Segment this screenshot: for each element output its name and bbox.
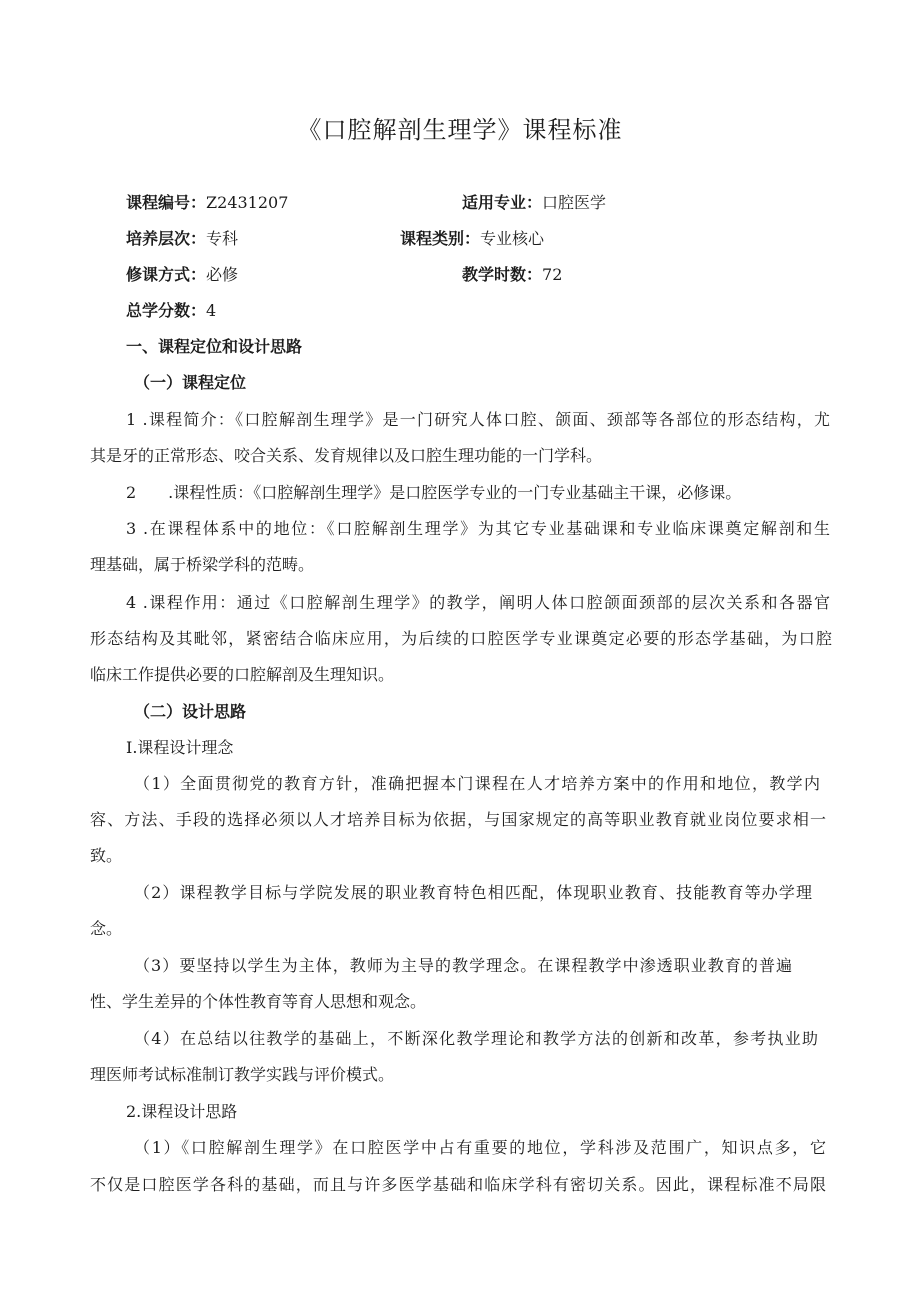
document-title: 《口腔解剖生理学》课程标准 [297, 116, 623, 144]
meta-category-label: 课程类别： [400, 229, 481, 248]
meta-mode [126, 265, 238, 285]
meta-mode-label: 修课方式： [126, 265, 207, 284]
section-heading: 一、课程定位和设计思路 [126, 337, 303, 356]
paragraph-line: （1）《口腔解剖生理学》在口腔医学中占有重要的地位，学科涉及范围广，知识点多，它 [134, 1138, 826, 1157]
paragraph-line: 1 .课程简介：《口腔解剖生理学》是一门研究人体口腔、颌面、颈部等各部位的形态结构，尤 [126, 410, 830, 429]
paragraph-line: 容、方法、手段的选择必须以人才培养目标为依据，与国家规定的高等职业教育就业岗位要求相一 [90, 810, 826, 829]
meta-course-code-value: Z2431207 [206, 193, 289, 212]
paragraph-line: 理基础，属于桥梁学科的范畴。 [90, 555, 315, 574]
paragraph-line: 理医师考试标准制订教学实践与评价模式。 [90, 1065, 395, 1084]
meta-level-value: 专科 [206, 229, 239, 248]
paragraph-line: 临床工作提供必要的口腔解剖及生理知识。 [90, 665, 395, 684]
paragraph-line: 2 .课程性质：《口腔解剖生理学》是口腔医学专业的一门专业基础主干课，必修课。 [126, 483, 742, 502]
paragraph-line: （1）全面贯彻党的教育方针，准确把握本门课程在人才培养方案中的作用和地位，教学内 [134, 774, 820, 793]
meta-hours-label: 教学时数： [462, 265, 543, 284]
paragraph-line: 性、学生差异的个体性教育等育人思想和观念。 [90, 992, 427, 1011]
meta-level-label: 培养层次： [126, 229, 207, 248]
paragraph-line: 致。 [90, 846, 123, 865]
meta-credits-label: 总学分数： [126, 301, 207, 320]
paragraph-line: 不仅是口腔医学各科的基础，而且与许多医学基础和临床学科有密切关系。因此，课程标准不局限 [90, 1175, 826, 1194]
paragraph-line: 4 .课程作用：通过《口腔解剖生理学》的教学，阐明人体口腔颌面颈部的层次关系和各器官 [126, 593, 830, 612]
meta-course-code [126, 193, 288, 213]
paragraph-line: （4）在总结以往教学的基础上，不断深化教学理论和教学方法的创新和改革，参考执业助 [134, 1029, 818, 1048]
subsection-heading: （一）课程定位 [134, 373, 247, 392]
item-heading: I.课程设计理念 [126, 738, 234, 757]
meta-level [126, 229, 238, 249]
meta-category [400, 229, 544, 249]
meta-major [462, 193, 606, 213]
paragraph-line: 其是牙的正常形态、咬合关系、发育规律以及口腔生理功能的一门学科。 [90, 446, 603, 465]
meta-major-label: 适用专业： [462, 193, 543, 212]
paragraph-line: （2）课程教学目标与学院发展的职业教育特色相匹配，体现职业教育、技能教育等办学理 [134, 883, 812, 902]
item-heading: 2.课程设计思路 [126, 1102, 238, 1121]
subsection-heading: （二）设计思路 [134, 702, 247, 721]
paragraph-line: （3）要坚持以学生为主体，教师为主导的教学理念。在课程教学中渗透职业教育的普遍 [134, 956, 792, 975]
meta-credits [126, 301, 216, 321]
paragraph-line: 形态结构及其毗邻，紧密结合临床应用，为后续的口腔医学专业课奠定必要的形态学基础，为口腔 [90, 629, 832, 648]
meta-hours-value: 72 [542, 265, 563, 284]
meta-category-value: 专业核心 [480, 229, 545, 248]
paragraph-line: 3 .在课程体系中的地位：《口腔解剖生理学》为其它专业基础课和专业临床课奠定解剖和生 [126, 519, 830, 538]
paragraph-line: 念。 [90, 919, 123, 938]
meta-mode-value: 必修 [206, 265, 239, 284]
meta-major-value: 口腔医学 [542, 193, 607, 212]
meta-credits-value: 4 [206, 301, 217, 320]
meta-course-code-label: 课程编号： [126, 193, 207, 212]
meta-hours [462, 265, 562, 285]
